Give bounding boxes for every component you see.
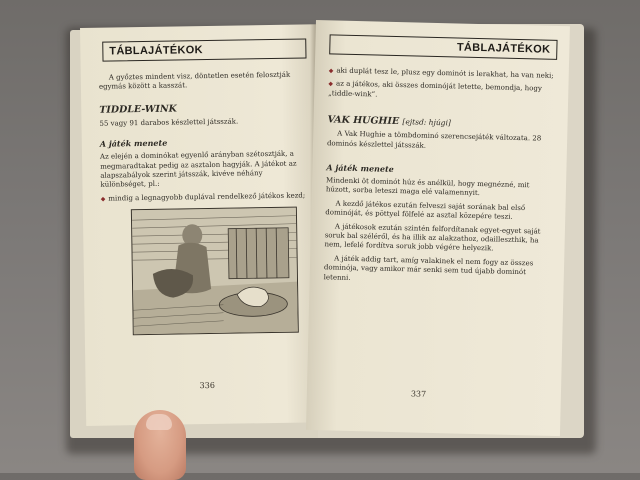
red-diamond-icon: ◆ [328, 67, 334, 75]
red-diamond-icon: ◆ [100, 195, 106, 203]
left-bullet-item [101, 191, 309, 204]
right-bullet-item-1 [329, 66, 557, 81]
left-section-line: 55 vagy 91 darabos készlettel játsszák. [99, 117, 239, 128]
fingernail [146, 414, 172, 430]
right-section-line: A Vak Hughie a tömbdominó szerencsejáték változata. 28 dominós készlettel játsszák. [326, 129, 542, 150]
right-page [306, 20, 570, 436]
right-section-phonetic: [ejtsd: hjúgi] [402, 117, 451, 128]
right-bullet-text-2: az a játékos, aki összes dominóját letette, bemondja, hogy „tiddle-wink”. [328, 79, 542, 99]
left-subsection-title: A játék menete [99, 137, 168, 149]
right-page-number: 337 [410, 389, 427, 399]
engraving-illustration [131, 207, 299, 336]
left-bullet-text: mindig a legnagyobb duplával rendelkező játékos kezd; [108, 191, 306, 203]
right-subsection-title: A játék menete [326, 162, 394, 174]
left-paragraph: Az elején a dominókat egyenlő arányban szétosztják, a megmaradtakat pedig az asztalon hagyják. A játékot az alapszabályok szerint játsszák, kivéve néhány különbséget, pl.: [99, 149, 297, 190]
right-section-title-row [327, 115, 555, 132]
right-header-title: TÁBLAJÁTÉKOK [456, 41, 551, 56]
right-para-3: A játékosok ezután szintén felfordítanak egyet-egyet saját soruk bal széléről, és ha illik az alakzathoz, odailleszthik, ha nem, lefelé fordítva soruk jobb végére helyezik. [324, 222, 541, 253]
right-para-1: Mindenki öt dominót húz és anélkül, hogy megnézné, mit húzott, sorba leteszi maga elé valamennyit. [325, 176, 530, 198]
red-diamond-icon: ◆ [328, 80, 334, 88]
left-page-number: 336 [199, 380, 215, 391]
right-bullet-item-2 [328, 80, 556, 104]
right-page-header [329, 34, 557, 60]
right-para-4: A játék addig tart, amíg valakinek el nem fogy az összes dominója, vagy amikor már senki sem tud újabb dominót letenni. [323, 254, 534, 282]
right-bullet-text-1: aki duplát tesz le, plusz egy dominót is lerakhat, ha van neki; [336, 66, 554, 80]
left-section-title: TIDDLE-WINK [99, 103, 177, 116]
left-page [80, 24, 322, 426]
left-page-header [102, 38, 306, 61]
right-para-2: A kezdő játékos ezután felveszi saját sorának bal első dominóját, és pöttyel fölfelé az asztal közepére teszi. [325, 199, 526, 222]
left-intro: A győztes mindent visz, döntetlen esetén felosztják egymás között a kasszát. [98, 70, 291, 92]
right-section-title: VAK HUGHIE [327, 114, 400, 128]
left-header-title: TÁBLAJÁTÉKOK [109, 44, 203, 58]
